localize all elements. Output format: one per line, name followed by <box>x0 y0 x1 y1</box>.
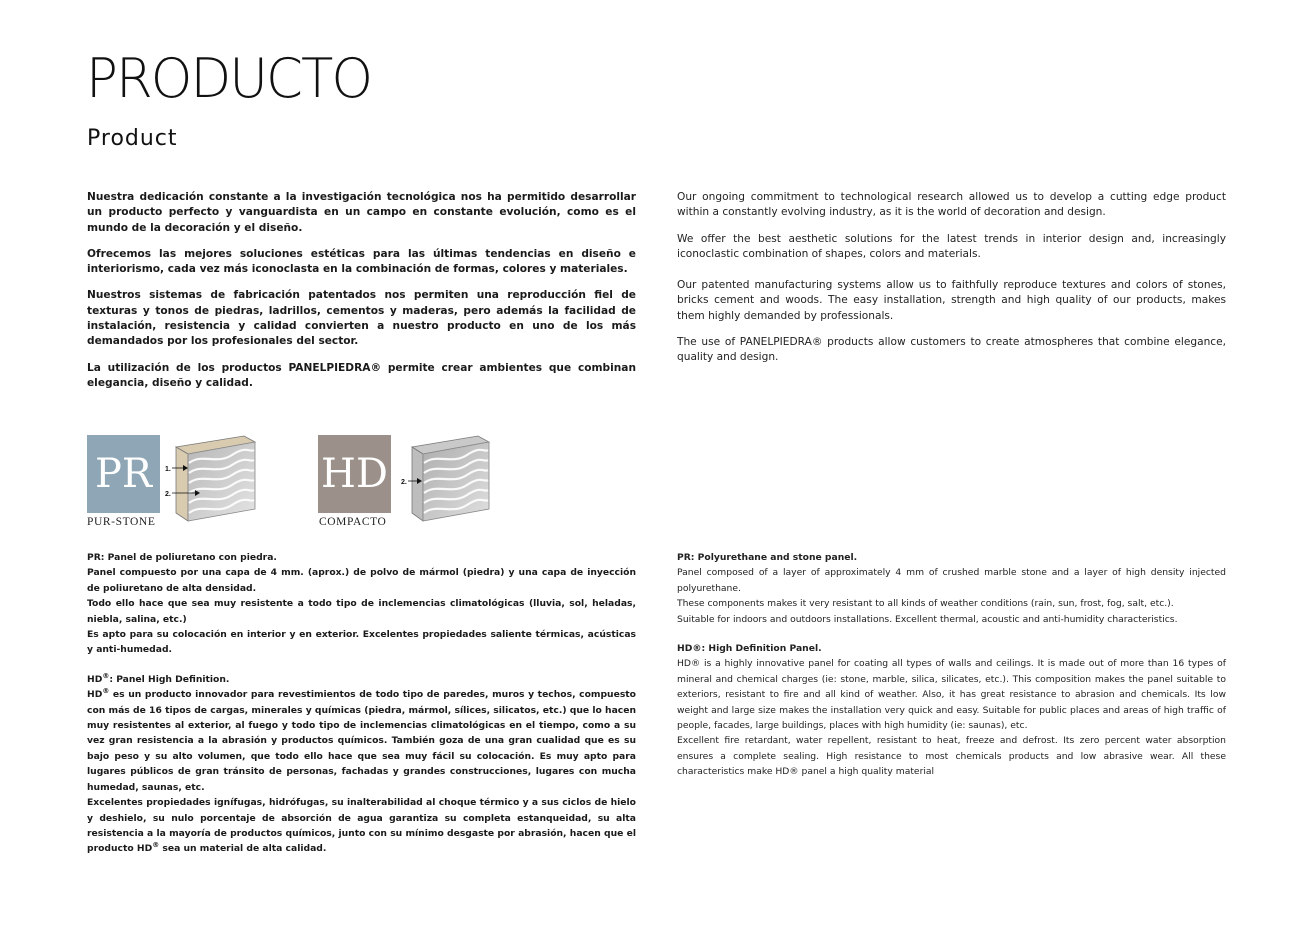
intro-es-paragraph: Ofrecemos las mejores soluciones estéticas para las últimas tendencias en diseño e interiorismo, cada vez más iconoclasta en la combinación de formas, colores y materiales. <box>87 247 636 276</box>
pr-marker-1: 1. <box>165 466 171 473</box>
spec-es-pr-line: Es apto para su colocación en interior y en exterior. Excelentes propiedades saliente térmicas, acústicas y anti-humedad. <box>87 629 636 656</box>
heading-text: : Panel High Definition. <box>109 673 230 685</box>
hd-text: HD <box>87 673 103 685</box>
spec-en-pr-line: Suitable for indoors and outdoors installations. Excellent thermal, acoustic and anti-humidity characteristics. <box>677 613 1178 625</box>
spec-en-pr-line: These components makes it very resistant to all kinds of weather conditions (rain, sun, frost, fog, salt, etc.). <box>677 598 1174 610</box>
hd-marker-2: 2. <box>401 479 407 486</box>
paragraph-text: sea un material de alta calidad. <box>159 843 327 855</box>
hd-text: HD <box>87 689 103 701</box>
intro-en-paragraph: Our patented manufacturing systems allow us to faithfully reproduce textures and colors of stones, bricks cement and woods. The easy installation, strength and high quality of our products, makes them highly demanded by professionals. <box>677 279 1226 322</box>
pr-label: PUR-STONE <box>87 516 156 528</box>
registered-mark: ® <box>152 841 160 850</box>
intro-es-paragraph: Nuestros sistemas de fabricación patentados nos permiten una reproducción fiel de texturas y tonos de piedras, ladrillos, cementos y maderas, pero además la facilidad de instalación, resistencia y calidad convierten a nuestro producto en uno de los más demandados por los profesionales del sector. <box>87 289 636 348</box>
spec-en-hd-paragraph: HD® is a highly innovative panel for coating all types of walls and ceilings. It is made out of more than 16 types of mineral and chemical charges (ie: stone, marble, silica, silicates, etc.). This composition makes the panel suitable to exteriors, resistant to fire and all kind of weather. Also, it has great resistance to abrasion and chemicals. Its low weight and large size makes the installation very quick and easy. Suitable for public places and areas of high traffic of people, facades, large buildings, places with high humidity (ie: saunas), etc. <box>677 658 1226 732</box>
spec-es-pr-line: Todo ello hace que sea muy resistente a todo tipo de inclemencias climatológicas (lluvia, sol, heladas, niebla, salina, etc.) <box>87 598 636 625</box>
paragraph-text: Excelentes propiedades ignífugas, hidrófugas, su inalterabilidad al choque térmico y a sus ciclos de hielo y deshielo, su nulo porcentaje de absorción de agua garantiza su completa estanqueidad, su alta resistencia a la mayoría de productos químicos, junto con su mínimo desgaste por abrasión, hacen que el producto HD <box>87 797 636 855</box>
intro-en-paragraph: We offer the best aesthetic solutions for the latest trends in interior design and, increasingly iconoclastic combination of shapes, colors and materials. <box>677 232 1226 260</box>
spec-es-pr-line: Panel compuesto por una capa de 4 mm. (aprox.) de polvo de mármol (piedra) y una capa de inyección de poliuretano de alta densidad. <box>87 567 636 594</box>
spec-es-hd-heading <box>87 672 636 687</box>
spec-en-hd-paragraph: Excellent fire retardant, water repellent, resistant to heat, freeze and defrost. Its zero percent water absorption ensures a complete sealing. High resistance to most chemicals products and low abrasive wear. All these characteristics make HD® panel a high quality material <box>677 735 1226 778</box>
spec-spanish <box>87 550 636 857</box>
pr-panel-illustration <box>162 433 258 523</box>
registered-mark: ® <box>102 687 110 696</box>
spec-es-hd-paragraph <box>87 687 636 795</box>
intro-en-paragraph: The use of PANELPIEDRA® products allow customers to create atmospheres that combine elegance, quality and design. <box>677 336 1226 364</box>
spec-en-pr-heading: PR: Polyurethane and stone panel. <box>677 552 858 563</box>
spec-english <box>677 550 1226 780</box>
hd-badge: HD <box>318 435 391 513</box>
registered-mark: ® <box>102 671 110 680</box>
intro-en-paragraph: Our ongoing commitment to technological research allowed us to develop a cutting edge product within a constantly evolving industry, as it is the world of decoration and design. <box>677 191 1226 219</box>
spec-es-pr-heading: PR: Panel de poliuretano con piedra. <box>87 552 277 563</box>
page-title: PRODUCTO <box>86 47 372 110</box>
pr-marker-2: 2. <box>165 491 171 498</box>
intro-spanish <box>87 190 636 402</box>
paragraph-text: es un producto innovador para revestimientos de todo tipo de paredes, muros y techos, compuesto con más de 16 tipos de cargas, minerales y químicas (piedra, mármol, sílices, silicatos, etc.) que lo hacen muy resistentes al exterior, al fuego y todo tipo de inclemencias climatológicas en el tiempo, como a su vez gran resistencia a la abrasión y productos químicos. También goza de una gran cualidad que es su bajo peso y su alto volumen, que todo ello hace que sea muy fácil su colocación. Es muy apto para lugares públicos de gran tránsito de personas, fachadas y grandes construcciones, lugares con mucha humedad, saunas, etc. <box>87 689 636 793</box>
intro-english <box>677 190 1226 377</box>
spec-en-hd-heading: HD®: High Definition Panel. <box>677 643 822 655</box>
hd-label: COMPACTO <box>319 516 387 528</box>
hd-panel-illustration <box>398 433 492 523</box>
intro-es-paragraph: La utilización de los productos PANELPIEDRA® permite crear ambientes que combinan elegancia, diseño y calidad. <box>87 361 636 389</box>
intro-es-paragraph: Nuestra dedicación constante a la investigación tecnológica nos ha permitido desarrollar un producto perfecto y vanguardista en un campo en constante evolución, como es el mundo de la decoración y el diseño. <box>87 191 636 234</box>
spec-es-hd-paragraph <box>87 795 636 857</box>
page-subtitle: Product <box>87 126 178 151</box>
spec-en-pr-line: Panel composed of a layer of approximately 4 mm of crushed marble stone and a layer of high density injected polyurethane. <box>677 567 1226 594</box>
pr-badge: PR <box>87 435 160 513</box>
